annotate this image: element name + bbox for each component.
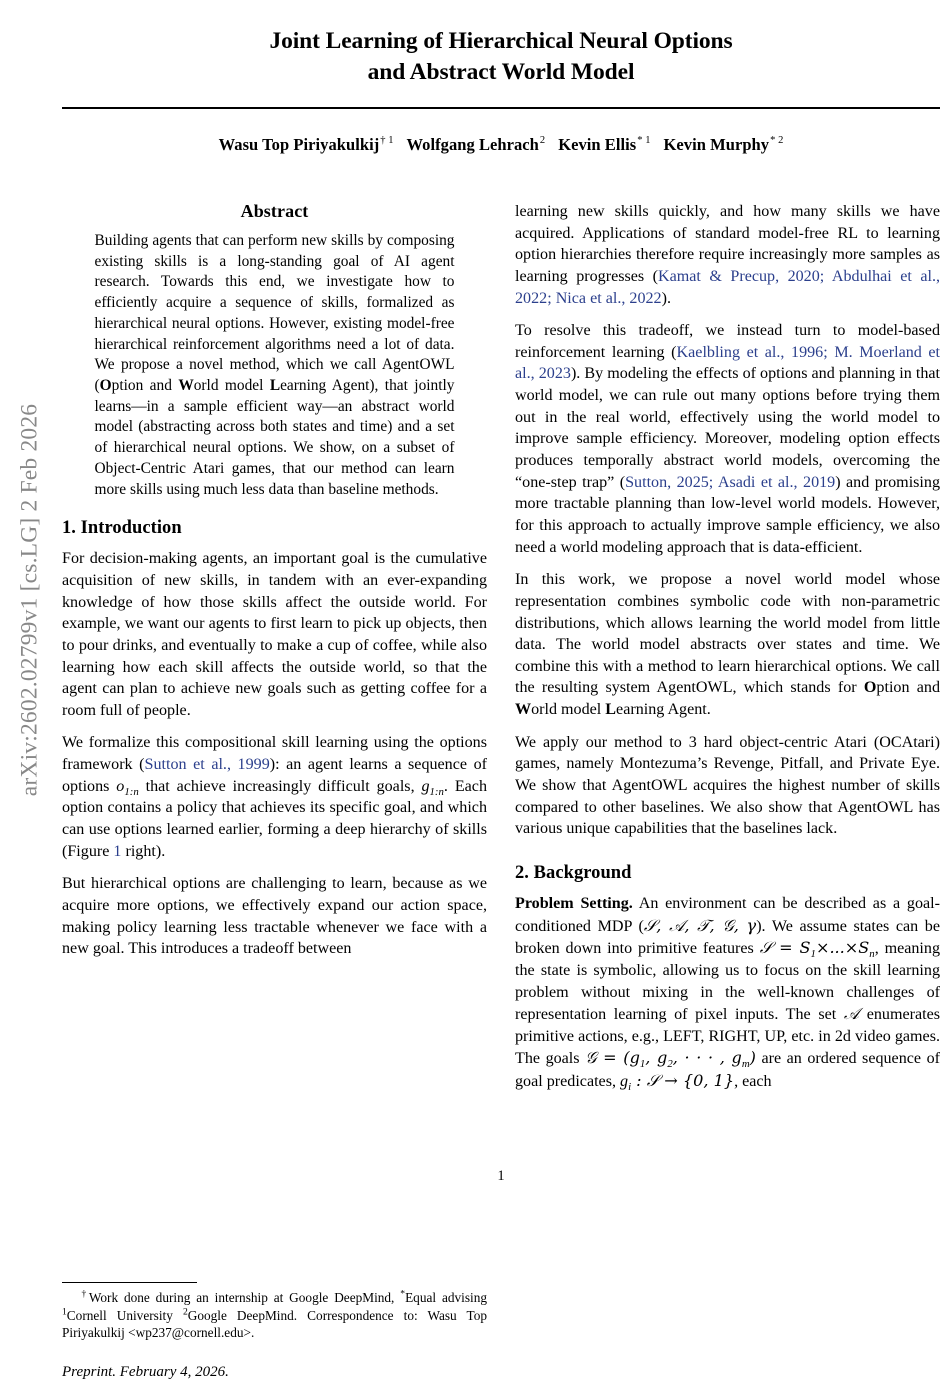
author-entry [219, 135, 394, 154]
math-state-sub-n: n [869, 948, 875, 961]
abstract-heading: Abstract [240, 201, 309, 221]
page-title [141, 26, 861, 89]
right-column [515, 201, 940, 1104]
math-goal-sub-1: 1 [639, 1058, 646, 1071]
bg-text-d: enumerates primitive actions, e.g., LEFT, RIGHT, UP, etc. in 2d video games. The goals [515, 1006, 940, 1068]
problem-setting-runin-heading: Problem Setting. [515, 894, 633, 912]
math-mdp-tuple: 𝒮, 𝒜, 𝒯, 𝒢, γ [643, 915, 757, 935]
p6-text-c: orld model [531, 701, 606, 719]
intro-paragraph-2 [62, 732, 487, 862]
bg-text-f: , each [734, 1073, 772, 1091]
citation-separator: ; [708, 473, 718, 491]
math-action-space: 𝒜 [843, 1004, 860, 1024]
abstract-part-3: orld model [193, 377, 270, 395]
footnote-text [62, 1289, 487, 1342]
left-column [62, 201, 488, 1381]
abstract-part-1: Building agents that can perform new skills by composing existing skills is a long-standing goal of AI agent research. Towards this end, we investigate how to efficiently acquire a sequence of skills, formalized as hierarchical neural options. However, existing model-free hierarchical reinforcement algorithms need a lot of data. We propose a novel method, which we call AgentOWL ( [94, 232, 455, 395]
citation-link-sutton-2025[interactable]: Sutton, 2025 [625, 473, 709, 491]
p6-text-a: In this work, we propose a novel world model whose representation combines symbolic code with non-parametric distributions, which allows learning the world model from little data. The world model abstracts over states and time. We combine this with a method to learn hierarchical options. We call the resulting system AgentOWL, which stands for [515, 571, 940, 697]
math-goal-i-rest: : 𝒮 → {0, 1} [631, 1071, 735, 1091]
footnote-divider [62, 1282, 197, 1283]
arxiv-stamp [0, 0, 60, 1200]
citation-link-kaelbling-1996[interactable]: Kaelbling et al., 1996 [676, 343, 824, 361]
bg-text-c: , meaning the state is symbolic, allowing us to focus on the skill learning problem without mixing in the well-known challenges of representation learning of pixel inputs. The set [515, 940, 940, 1024]
math-g-subscript: 1:n [429, 785, 444, 798]
citation-link-moerland-2023[interactable]: M. Moerland et al., 2023 [515, 343, 941, 383]
p6-bold-w: W [515, 701, 532, 719]
intro-paragraph-5 [515, 320, 940, 558]
math-goal-sub-m: m [741, 1058, 750, 1071]
footnote-mark-1: 1 [62, 1306, 67, 1318]
citation-separator: ; [823, 343, 835, 361]
preprint-notice: Preprint. February 4, 2026. [62, 1364, 229, 1381]
p6-bold-l: L [605, 701, 617, 719]
author-affiliation-marks: * 1 [637, 135, 651, 146]
abstract-bold-l: L [269, 377, 281, 395]
section-heading-introduction: 1. Introduction [62, 518, 182, 539]
citation-link-abdulhai-2022[interactable]: Abdulhai et al., 2022 [515, 267, 941, 307]
footnote-mark-2: 2 [182, 1306, 188, 1318]
p5-text-b: ). By modeling the effects of options and planning in that world model, we can rule out many options before trying them out in the real world, effectively using the world model to improve sample efficiency. Moreover, modeling option effects produces temporally abstract world models, overcoming the “one-step trap” ( [515, 365, 940, 491]
citation-separator: ; [547, 289, 556, 307]
footnote-block [62, 1282, 487, 1381]
citation-link-nica-2022[interactable]: Nica et al., 2022 [555, 289, 662, 307]
p5-text-c: ) and promising more tractable planning than low-level world models. However, for this approach to actually improve sample efficiency, we also need a world modeling approach that is data-efficient. [515, 473, 940, 556]
footnote-text-a: Work done during an internship at Google DeepMind, [88, 1290, 401, 1305]
background-paragraph-1 [515, 893, 940, 1093]
math-goal-mid-2: , · · · , g [672, 1048, 742, 1068]
footnote-text-d: Google DeepMind. Correspondence to: Wasu Top Piriyakulkij <wp237@cornell.edu>. [62, 1307, 487, 1341]
author-name: Kevin Murphy [663, 134, 770, 154]
figure-reference-link[interactable]: 1 [113, 842, 122, 860]
title-line-1: Joint Learning of Hierarchical Neural Options [269, 28, 733, 54]
author-affiliation-marks: * 2 [770, 135, 784, 146]
math-goal-i-sub: i [628, 1081, 632, 1094]
bg-text-a: An environment can be described as a goal-conditioned MDP ( [515, 894, 940, 935]
paper-page [62, 0, 941, 1381]
math-o-subscript: 1:n [124, 785, 139, 798]
p2-text-c: that achieve increasingly difficult goals, [138, 777, 422, 795]
math-goal-sub-2: 2 [667, 1058, 673, 1071]
author-affiliation-marks: † 1 [380, 135, 394, 146]
math-state-space: 𝒮 = S [759, 938, 811, 958]
author-name: Wolfgang Lehrach [406, 134, 539, 154]
p2-text-e: right). [121, 842, 166, 860]
intro-paragraph-3: But hierarchical options are challenging to learn, because as we acquire more options, we effectively expand our action space, making policy learning less tractable whenever we face with a new goal. This introduces a tradeoff between [62, 875, 487, 958]
math-goal-mid-1: , g [645, 1048, 668, 1068]
abstract-part-4: earning Agent), that jointly learns—in a sample efficient way—an abstract world model (abstracting across both states and time) and a set of hierarchical neural options. We show, on a subset of Object-Centric Atari games, that our method can learn more skills using much less data than baseline methods. [94, 377, 455, 498]
p4-text-b: ). [661, 289, 671, 307]
math-state-mid: ×...×S [815, 938, 870, 958]
author-affiliation-marks: 2 [539, 135, 546, 146]
title-line-2: and Abstract World Model [367, 59, 635, 86]
math-goal-end: ) [749, 1048, 756, 1068]
intro-paragraph-4 [515, 201, 940, 309]
p6-bold-o: O [863, 679, 877, 697]
p6-text-b: ption and [876, 679, 940, 697]
author-entry [664, 135, 784, 154]
p2-text-a: We formalize this compositional skill learning using the options framework ( [62, 734, 487, 774]
footnote-text-b: Equal advising [405, 1290, 488, 1305]
author-name: Wasu Top Piriyakulkij [218, 134, 380, 154]
math-o: o [116, 777, 125, 795]
author-name: Kevin Ellis [558, 134, 637, 154]
citation-separator: ; [819, 267, 832, 285]
page-number: 1 [497, 1168, 505, 1184]
footnote-mark-star: * [400, 1288, 406, 1300]
abstract-bold-o: O [99, 377, 112, 395]
body-columns [62, 201, 941, 1381]
author-entry [407, 135, 546, 154]
arxiv-stamp-text: arXiv:2602.02799v1 [cs.LG] 2 Feb 2026 [16, 403, 43, 797]
math-goal-i: g [620, 1073, 629, 1091]
abstract-bold-w: W [178, 377, 194, 395]
math-g: g [421, 777, 430, 795]
citation-link-kamat-precup-2020[interactable]: Kamat & Precup, 2020 [658, 267, 820, 285]
p2-text-b: ): an agent learns a sequence of options [62, 756, 487, 795]
abstract-text [95, 231, 455, 500]
title-divider [62, 107, 940, 109]
p2-text-d: . Each option contains a policy that achieves its specific goal, and which can use options learned earlier, forming a deep hierarchy of skills (Figure [62, 777, 487, 860]
bg-text-b: ). We assume states can be broken down into primitive features [515, 917, 940, 958]
title-block [62, 0, 940, 155]
p6-text-d: earning Agent. [616, 701, 711, 719]
bg-text-e: are an ordered sequence of goal predicates, [515, 1050, 940, 1091]
author-list [62, 135, 940, 155]
p4-text-a: learning new skills quickly, and how many skills we have acquired. Applications of standard model-free RL to learning option hierarchies therefore require increasingly more samples as learning progresses ( [515, 203, 940, 285]
citation-link-asadi-2019[interactable]: Asadi et al., 2019 [717, 473, 836, 491]
author-entry [558, 135, 650, 154]
intro-paragraph-7: We apply our method to 3 hard object-centric Atari (OCAtari) games, namely Montezuma’s Revenge, Pitfall, and Private Eye. We show that AgentOWL acquires the highest number of skills compared to other baselines. We also show that AgentOWL has various unique capabilities that the baselines lack. [515, 733, 940, 838]
footnote-text-c: Cornell University [66, 1307, 183, 1323]
intro-paragraph-6 [515, 569, 940, 720]
citation-link-sutton-1999[interactable]: Sutton et al., 1999 [144, 756, 270, 774]
footnote-mark-dagger: † [79, 1288, 89, 1300]
math-state-sub-1: 1 [810, 948, 816, 961]
abstract-part-2: ption and [111, 377, 179, 395]
intro-paragraph-1: For decision-making agents, an important goal is the cumulative acquisition of new skills, in tandem with an ever-expanding knowledge of how those skills affect the outside world. For example, we want our agents to first learn to pick up objects, then to pour drinks, and eventually to make a cup of coffee, while also learning how each skill affects the outside world, so that the agent can plan to achieve new goals such as getting coffee for a room full of people. [62, 550, 487, 719]
math-goal-set: 𝒢 = (g [585, 1048, 640, 1068]
section-heading-background: 2. Background [515, 862, 632, 883]
p5-text-a: To resolve this tradeoff, we instead turn to model-based reinforcement learning ( [515, 322, 940, 361]
